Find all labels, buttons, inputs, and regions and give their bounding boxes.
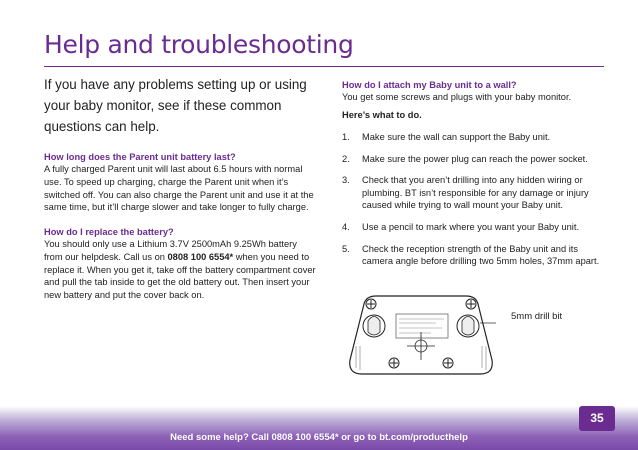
page-number: 35	[579, 406, 615, 431]
screw-top-right	[466, 299, 476, 309]
step-item	[342, 243, 604, 268]
heres-what-to-do-label: Here’s what to do.	[342, 110, 422, 120]
step-item	[342, 153, 604, 166]
footer-band	[0, 406, 638, 450]
question-battery-life: How long does the Parent unit battery last?	[44, 152, 236, 162]
step-number: 1.	[342, 132, 350, 142]
baby-unit-back-diagram	[346, 290, 496, 378]
rating-label	[396, 314, 448, 338]
step-text: Check that you aren’t drilling into any hidden wiring or plumbing. BT isn’t responsible for any damage or injury caused while trying to wall mount your Baby unit.	[362, 175, 589, 211]
page-title: Help and troubleshooting	[44, 30, 354, 59]
drill-bit-label: 5mm drill bit	[511, 311, 563, 322]
step-item	[342, 174, 604, 212]
steps-list	[342, 131, 604, 268]
step-number: 4.	[342, 221, 350, 232]
helpdesk-phone: 0808 100 6554*	[167, 251, 234, 262]
step-number: 5.	[342, 243, 350, 254]
answer-replace-battery-pre: You should only use a Lithium 3.7V 2500mAh 9.25Wh battery from our helpdesk. Call us on	[44, 239, 297, 262]
step-item	[342, 221, 604, 234]
answer-replace-battery-post: when you need to replace it. When you get it, take off the battery compartment cover and pull the tab inside to get the old battery out. Then insert your new battery and put the cover back on.	[44, 251, 316, 301]
question-wall-mount: How do I attach my Baby unit to a wall?	[342, 80, 517, 90]
mount-hole-left	[363, 315, 385, 337]
question-replace-battery: How do I replace the battery?	[44, 227, 174, 237]
title-rule	[44, 66, 604, 67]
answer-battery-life: A fully charged Parent unit will last about 6.5 hours with normal use. To speed up charging, charge the Parent unit when it’s switched off. You can also charge the Parent unit and use it at the same time, but it’ll charge slower and take longer to fully charge.	[44, 164, 314, 213]
step-number: 2.	[342, 153, 350, 164]
step-text: Make sure the wall can support the Baby unit.	[362, 132, 551, 142]
screw-bottom-right	[443, 358, 453, 368]
heres-what-to-do	[342, 109, 604, 122]
faq-battery-life	[44, 151, 316, 214]
answer-wall-mount: You get some screws and plugs with your baby monitor.	[342, 92, 572, 102]
mount-hole-right	[457, 315, 479, 337]
intro-text: If you have any problems setting up or using your baby monitor, see if these common questions can help.	[44, 77, 307, 134]
step-item	[342, 131, 604, 144]
faq-replace-battery	[44, 226, 316, 302]
faq-wall-mount	[342, 79, 604, 104]
step-text: Use a pencil to mark where you want your Baby unit.	[362, 221, 580, 232]
answer-replace-battery	[44, 238, 316, 302]
footer-help-text: Need some help? Call 0808 100 6554* or go to bt.com/producthelp	[170, 432, 468, 443]
step-text: Make sure the power plug can reach the power socket.	[362, 153, 588, 164]
step-number: 3.	[342, 175, 350, 186]
screw-bottom-left	[389, 358, 399, 368]
step-text: Check the reception strength of the Baby unit and its camera angle before drilling two 5mm holes, 37mm apart.	[362, 243, 600, 267]
screw-top-left	[366, 299, 376, 309]
